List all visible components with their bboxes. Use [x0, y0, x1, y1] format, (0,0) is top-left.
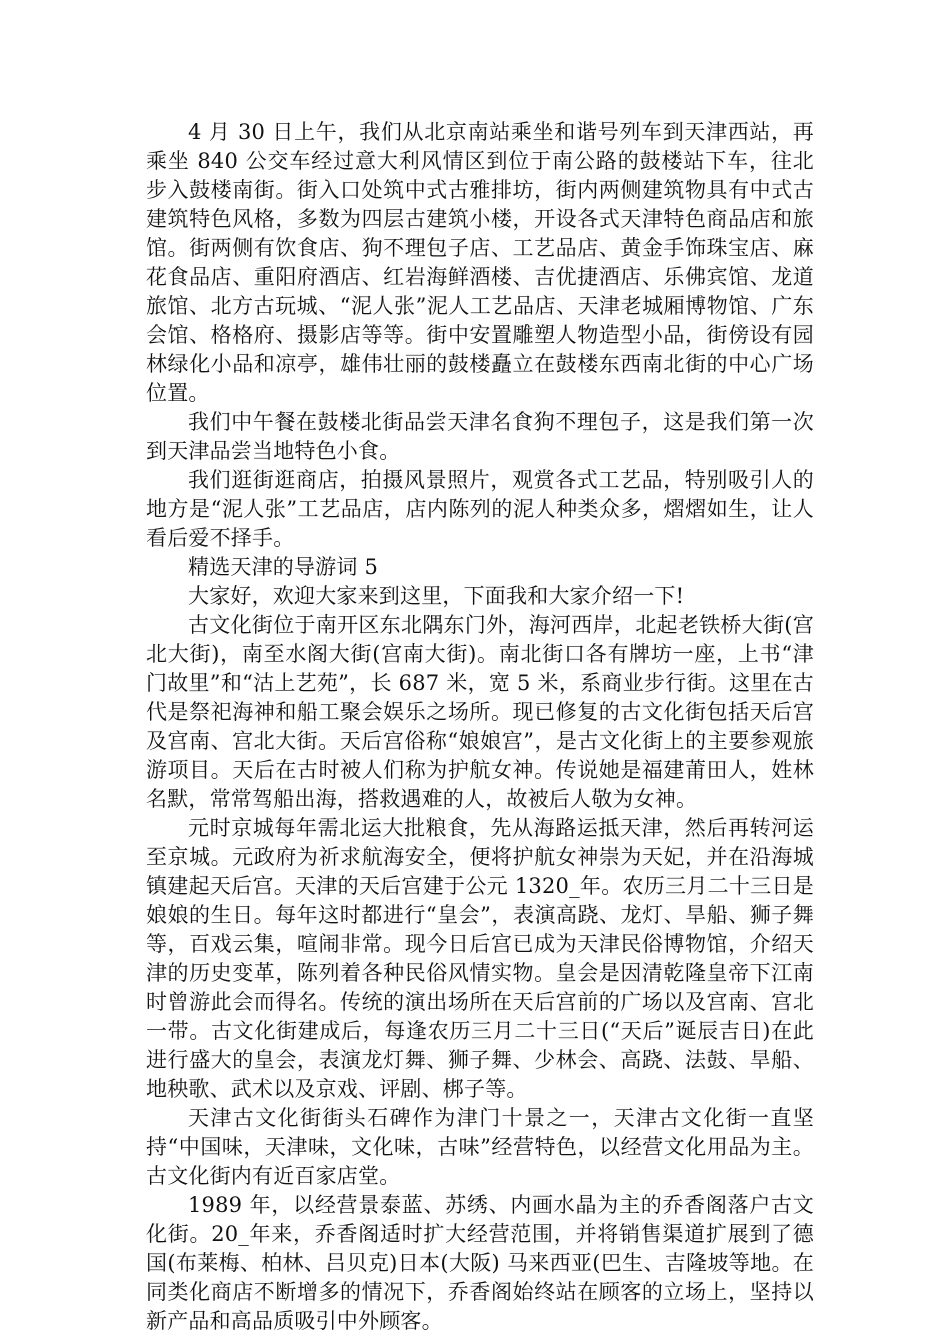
section-heading: 精选天津的导游词 5 — [188, 555, 379, 579]
paragraph-qiaoxiangge: 1989 年，以经营景泰蓝、苏绣、内画水晶为主的乔香阁落户古文化街。20_年来，乔香阁适时扩大经营范围，并将销售渠道扩展到了德国(布莱梅、柏林、吕贝克)日本(大阪) 马来西亚(巴生、吉隆坡等地。在同类化商店不断增多的情况下，乔香阁始终站在顾客的立场上，坚持以新产品和高品质吸引中外顾客。 — [146, 1193, 814, 1333]
paragraph-stone-tablet: 天津古文化街街头石碑作为津门十景之一，天津古文化街一直坚持“中国味，天津味，文化味，古味”经营特色，以经营文化用品为主。古文化街内有近百家店堂。 — [146, 1106, 814, 1188]
document-body — [146, 118, 814, 1336]
paragraph-shopping: 我们逛街逛商店，拍摄风景照片，观赏各式工艺品，特别吸引人的地方是“泥人张”工艺品店，店内陈列的泥人种类众多，熠熠如生，让人看后爱不择手。 — [146, 468, 814, 550]
paragraph-tianhou-palace-history: 元时京城每年需北运大批粮食，先从海路运抵天津，然后再转河运至京城。元政府为祈求航海安全，便将护航女神崇为天妃，并在沿海城镇建起天后宫。天津的天后宫建于公元 1320_年。农历三月二十三日是娘娘的生日。每年这时都进行“皇会”，表演高跷、龙灯、旱船、狮子舞等，百戏云集，喧闹非常。现今日后宫已成为天津民俗博物馆，介绍天津的历史变革，陈列着各种民俗风情实物。皇会是因清乾隆皇帝下江南时曾游此会而得名。传统的演出场所在天后宫前的广场以及宫南、宫北一带。古文化街建成后，每逢农历三月二十三日(“天后”诞辰吉日)在此进行盛大的皇会，表演龙灯舞、狮子舞、少林会、高跷、法鼓、旱船、地秧歌、武术以及京戏、评剧、梆子等。 — [146, 816, 814, 1101]
paragraph-lunch: 我们中午餐在鼓楼北街品尝天津名食狗不理包子，这是我们第一次到天津品尝当地特色小食。 — [146, 410, 814, 463]
paragraph-gulou-street: 4 月 30 日上午，我们从北京南站乘坐和谐号列车到天津西站，再乘坐 840 公交车经过意大利风情区到位于南公路的鼓楼站下车，往北步入鼓楼南街。街入口处筑中式古雅排坊，街内两侧建筑物具有中式古建筑特色风格，多数为四层古建筑小楼，开设各式天津特色商品店和旅馆。街两侧有饮食店、狗不理包子店、工艺品店、黄金手饰珠宝店、麻花食品店、重阳府酒店、红岩海鲜酒楼、吉优捷酒店、乐佛宾馆、龙道旅馆、北方古玩城、“泥人张”泥人工艺品店、天津老城厢博物馆、广东会馆、格格府、摄影店等等。街中安置雕塑人物造型小品，街傍设有园林绿化小品和凉亭，雄伟壮丽的鼓楼矗立在鼓楼东西南北街的中心广场位置。 — [146, 120, 814, 405]
paragraph-greeting: 大家好，欢迎大家来到这里，下面我和大家介绍一下! — [188, 584, 685, 608]
paragraph-ancient-culture-street: 古文化街位于南开区东北隅东门外，海河西岸，北起老铁桥大街(宫北大街)，南至水阁大街(宫南大街)。南北街口各有牌坊一座，上书“津门故里”和“沽上艺苑”，长 687 米，宽 5 米，系商业步行街。这里在古代是祭祀海神和船工聚会娱乐之场所。现已修复的古文化街包括天后宫及宫南、宫北大街。天后宫俗称“娘娘宫”，是古文化街上的主要参观旅游项目。天后在古时被人们称为护航女神。传说她是福建莆田人，姓林名默，常常驾船出海，搭救遇难的人，故被后人敬为女神。 — [146, 613, 814, 811]
